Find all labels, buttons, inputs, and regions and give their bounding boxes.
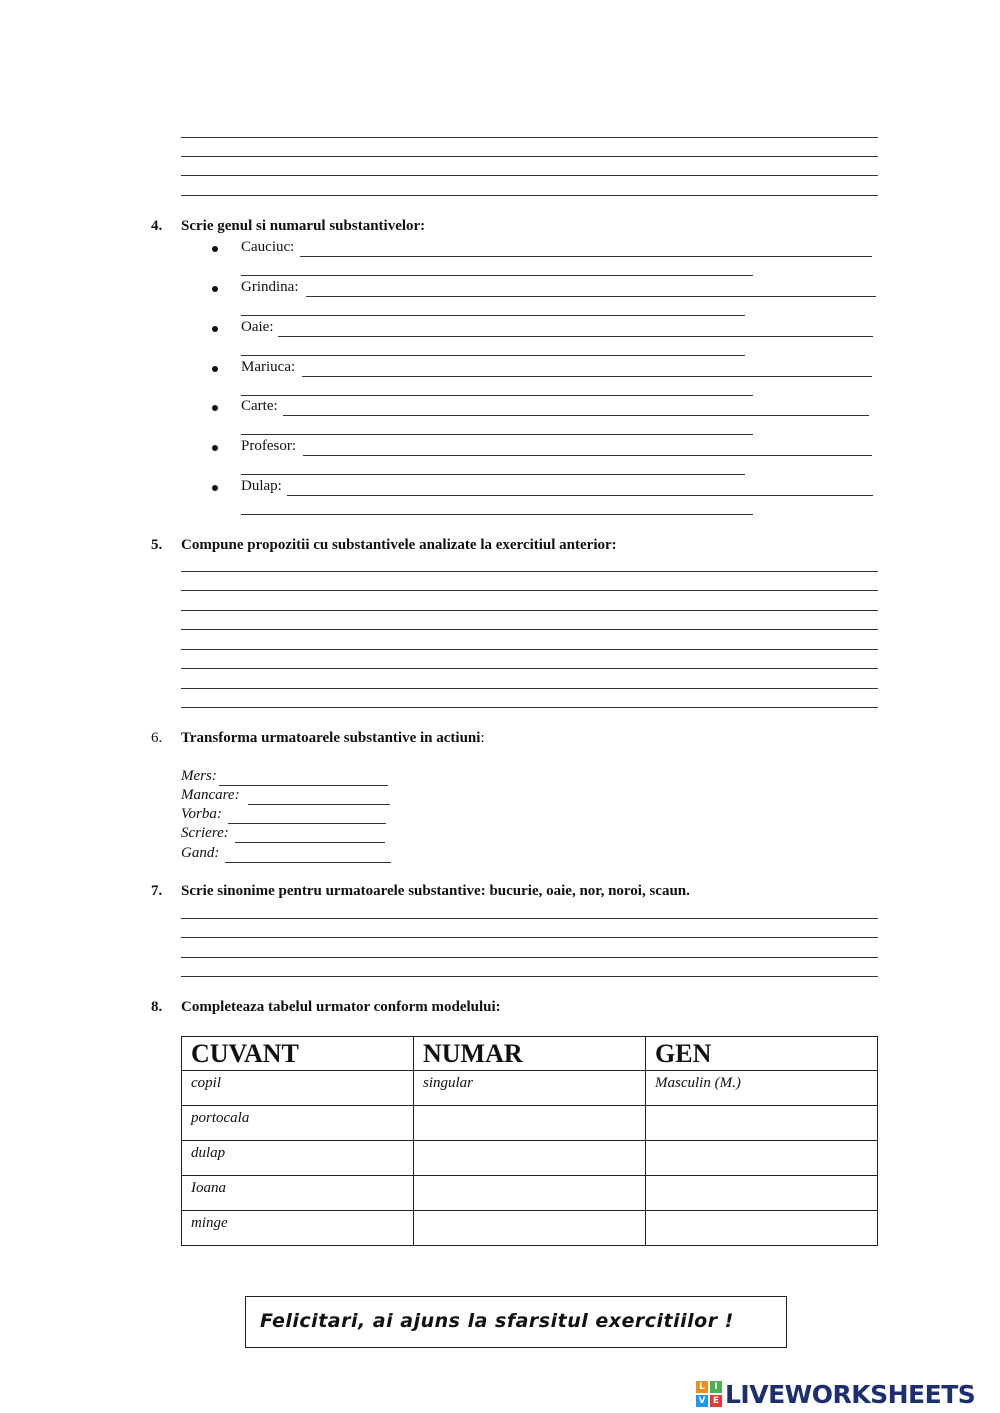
gender-cell[interactable] [646,1211,878,1246]
answer-line[interactable] [181,156,878,157]
answer-line[interactable] [241,395,753,396]
item-label: Cauciuc: [241,239,295,255]
answer-line[interactable] [181,610,878,611]
column-header-numar: NUMAR [414,1037,646,1071]
logo-letter: V [696,1395,708,1407]
answer-line[interactable] [278,336,873,337]
answer-line[interactable] [225,862,391,863]
answer-line[interactable] [287,495,873,496]
q6-item-label: Vorba: [181,806,222,822]
table-header-row [182,1037,878,1071]
answer-line[interactable] [181,571,878,572]
question-title-colon: : [480,730,485,746]
answer-line[interactable] [181,590,878,591]
question-number: 7. [151,883,163,899]
answer-line[interactable] [181,937,878,938]
question-number: 8. [151,999,163,1015]
answer-line[interactable] [228,823,386,824]
table-row [182,1141,878,1176]
question-title: Scrie sinonime pentru urmatoarele substantive: bucurie, oaie, nor, noroi, scaun. [181,883,690,899]
bullet-icon [212,485,218,491]
answer-line[interactable] [235,842,385,843]
logo-letter: E [710,1395,722,1407]
answer-line[interactable] [181,195,878,196]
table-row [182,1211,878,1246]
question-title-text: Transforma urmatoarele substantive in actiuni [181,730,481,746]
column-header-gen: GEN [646,1037,878,1071]
answer-line[interactable] [303,455,872,456]
q6-item-label: Mancare: [181,787,240,803]
bullet-icon [212,326,218,332]
answer-line[interactable] [181,649,878,650]
number-cell[interactable] [414,1176,646,1211]
bullet-icon [212,405,218,411]
answer-line[interactable] [283,415,869,416]
logo-letter: L [696,1381,708,1393]
q6-item-label: Mers: [181,768,217,784]
table-row [182,1106,878,1141]
item-label: Grindina: [241,279,299,295]
answer-line[interactable] [241,315,745,316]
logo-wordmark: LIVEWORKSHEETS [725,1379,976,1409]
answer-line[interactable] [181,175,878,176]
word-cell: copil [182,1071,414,1106]
answer-line[interactable] [241,434,753,435]
question-title [181,730,485,747]
word-cell: portocala [182,1106,414,1141]
q6-item-label: Scriere: [181,825,229,841]
answer-line[interactable] [248,804,390,805]
table-row [182,1071,878,1106]
word-cell: minge [182,1211,414,1246]
completion-table [181,1036,878,1246]
congrats-box [245,1296,787,1348]
logo-letter: I [710,1381,722,1393]
answer-line[interactable] [302,376,872,377]
number-cell[interactable] [414,1211,646,1246]
question-number: 6. [151,730,163,746]
question-title: Compune propozitii cu substantivele analizate la exercitiul anterior: [181,537,617,553]
answer-line[interactable] [306,296,876,297]
bullet-icon [212,366,218,372]
word-cell: Ioana [182,1176,414,1211]
bullet-icon [212,246,218,252]
bullet-icon [212,445,218,451]
item-label: Profesor: [241,438,296,454]
answer-line[interactable] [181,688,878,689]
answer-line[interactable] [181,629,878,630]
answer-line[interactable] [181,976,878,977]
gender-cell: Masculin (M.) [646,1071,878,1106]
table-row [182,1176,878,1211]
item-label: Carte: [241,398,278,414]
gender-cell[interactable] [646,1176,878,1211]
answer-line[interactable] [241,275,753,276]
q6-item-label: Gand: [181,845,220,861]
answer-line[interactable] [300,256,872,257]
gender-cell[interactable] [646,1106,878,1141]
logo-mark-icon [696,1381,722,1407]
gender-cell[interactable] [646,1141,878,1176]
question-title: Scrie genul si numarul substantivelor: [181,218,426,234]
number-cell[interactable] [414,1106,646,1141]
congrats-text: Felicitari, ai ajuns la sfarsitul exercitiilor ! [260,1310,734,1332]
item-label: Oaie: [241,319,274,335]
answer-line[interactable] [181,918,878,919]
bullet-icon [212,286,218,292]
answer-line[interactable] [219,785,388,786]
item-label: Dulap: [241,478,282,494]
answer-line[interactable] [181,957,878,958]
word-cell: dulap [182,1141,414,1176]
answer-line[interactable] [241,514,753,515]
column-header-cuvant: CUVANT [182,1037,414,1071]
question-number: 5. [151,537,163,553]
item-label: Mariuca: [241,359,296,375]
answer-line[interactable] [241,355,745,356]
liveworksheets-logo[interactable] [696,1379,975,1409]
question-title: Completeaza tabelul urmator conform modelului: [181,999,501,1015]
answer-line[interactable] [181,707,878,708]
answer-line[interactable] [181,668,878,669]
number-cell[interactable] [414,1141,646,1176]
question-number: 4. [151,218,163,234]
number-cell: singular [414,1071,646,1106]
answer-line[interactable] [181,137,878,138]
answer-line[interactable] [241,474,745,475]
